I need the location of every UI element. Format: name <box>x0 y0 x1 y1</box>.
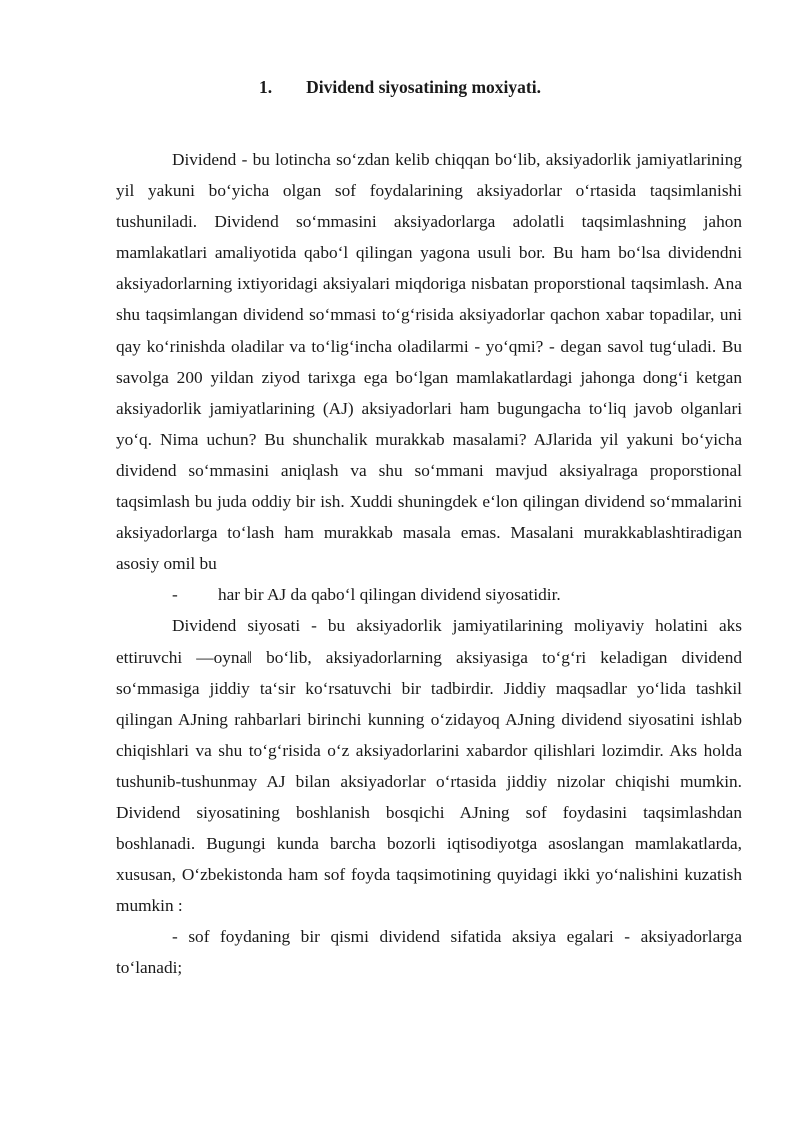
dash-list-item <box>116 579 742 610</box>
dash-marker: - <box>172 585 178 605</box>
section-number: 1. <box>259 77 273 97</box>
paragraph-dividend-definition: Dividend - bu lotincha so‘zdan kelib chiqqan bo‘lib, aksiyadorlik jamiyatlarining yil yakuni bo‘yicha olgan sof foydalarining aksiyadorlar o‘rtasida taqsimlanishi tushuniladi. Dividend so‘mmasini aksiyadorlarga adolatli taqsimlashning jahon mamlakatlari amaliyotida qabo‘l qilingan yagona usuli bor. Bu ham bo‘lsa dividendni aksiyadorlarning ixtiyoridagi aksiyalari miqdoriga nisbatan proporstional taqsimlash. Ana shu taqsimlangan dividend so‘mmasi to‘g‘risida aksiyadorlar qachon xabar topadilar, uni qay ko‘rinishda oladilar va to‘lig‘incha oladilarmi - yo‘qmi? - degan savol tug‘uladi. Bu savolga 200 yildan ziyod tarixga ega bo‘lgan mamlakatlardagi jahonga dong‘i ketgan aksiyadorlik jamiyatlarining (AJ) aksiyadorlari ham bugungacha to‘liq javob olganlari yo‘q. Nima uchun? Bu shunchalik murakkab masalami? AJlarida yil yakuni bo‘yicha dividend so‘mmasini aniqlash va shu so‘mmani mavjud aksiyalraga proporstional taqsimlash bu juda oddiy bir ish. Xuddi shuningdek e‘lon qilingan dividend so‘mmalarini aksiyadorlarga to‘lash ham murakkab masala emas. Masalani murakkablashtiradigan asosiy omil bu <box>116 150 742 574</box>
body-text <box>116 144 742 984</box>
dash-item-text: har bir AJ da qabo‘l qilingan dividend siyosatidir. <box>218 585 561 605</box>
paragraph-dividend-policy: Dividend siyosati - bu aksiyadorlik jamiyatilarining moliyaviy holatini aks ettiruvchi ―oyna‖ bo‘lib, aksiyadorlarning aksiyasiga to‘g‘ri keladigan dividend so‘mmasiga jiddiy ta‘sir ko‘rsatuvchi bir tadbirdir. Jiddiy maqsadlar yo‘lida tashkil qilingan AJning rahbarlari birinchi kunning o‘zidayoq AJning dividend siyosatini ishlab chiqishlari va shu to‘g‘risida o‘z aksiyadorlarini xabardor qilishlari lozimdir. Aks holda tushunib-tushunmay AJ bilan aksiyadorlar o‘rtasida jiddiy nizolar chiqishi mumkin. Dividend siyosatining boshlanish bosqichi AJning sof foydasini taqsimlashdan boshlanadi. Bugungi kunda barcha bozorli iqtisodiyotga asoslangan mamlakatlarda, xususan, O‘zbekistonda ham sof foyda taqsimotining quyidagi ikki yo‘nalishini kuzatish mumkin : <box>116 616 742 916</box>
section-heading <box>0 74 800 100</box>
paragraph-profit-distribution: - sof foydaning bir qismi dividend sifatida aksiya egalari - aksiyadorlarga to‘lanadi; <box>116 927 742 978</box>
section-title: Dividend siyosatining moxiyati. <box>306 77 541 97</box>
